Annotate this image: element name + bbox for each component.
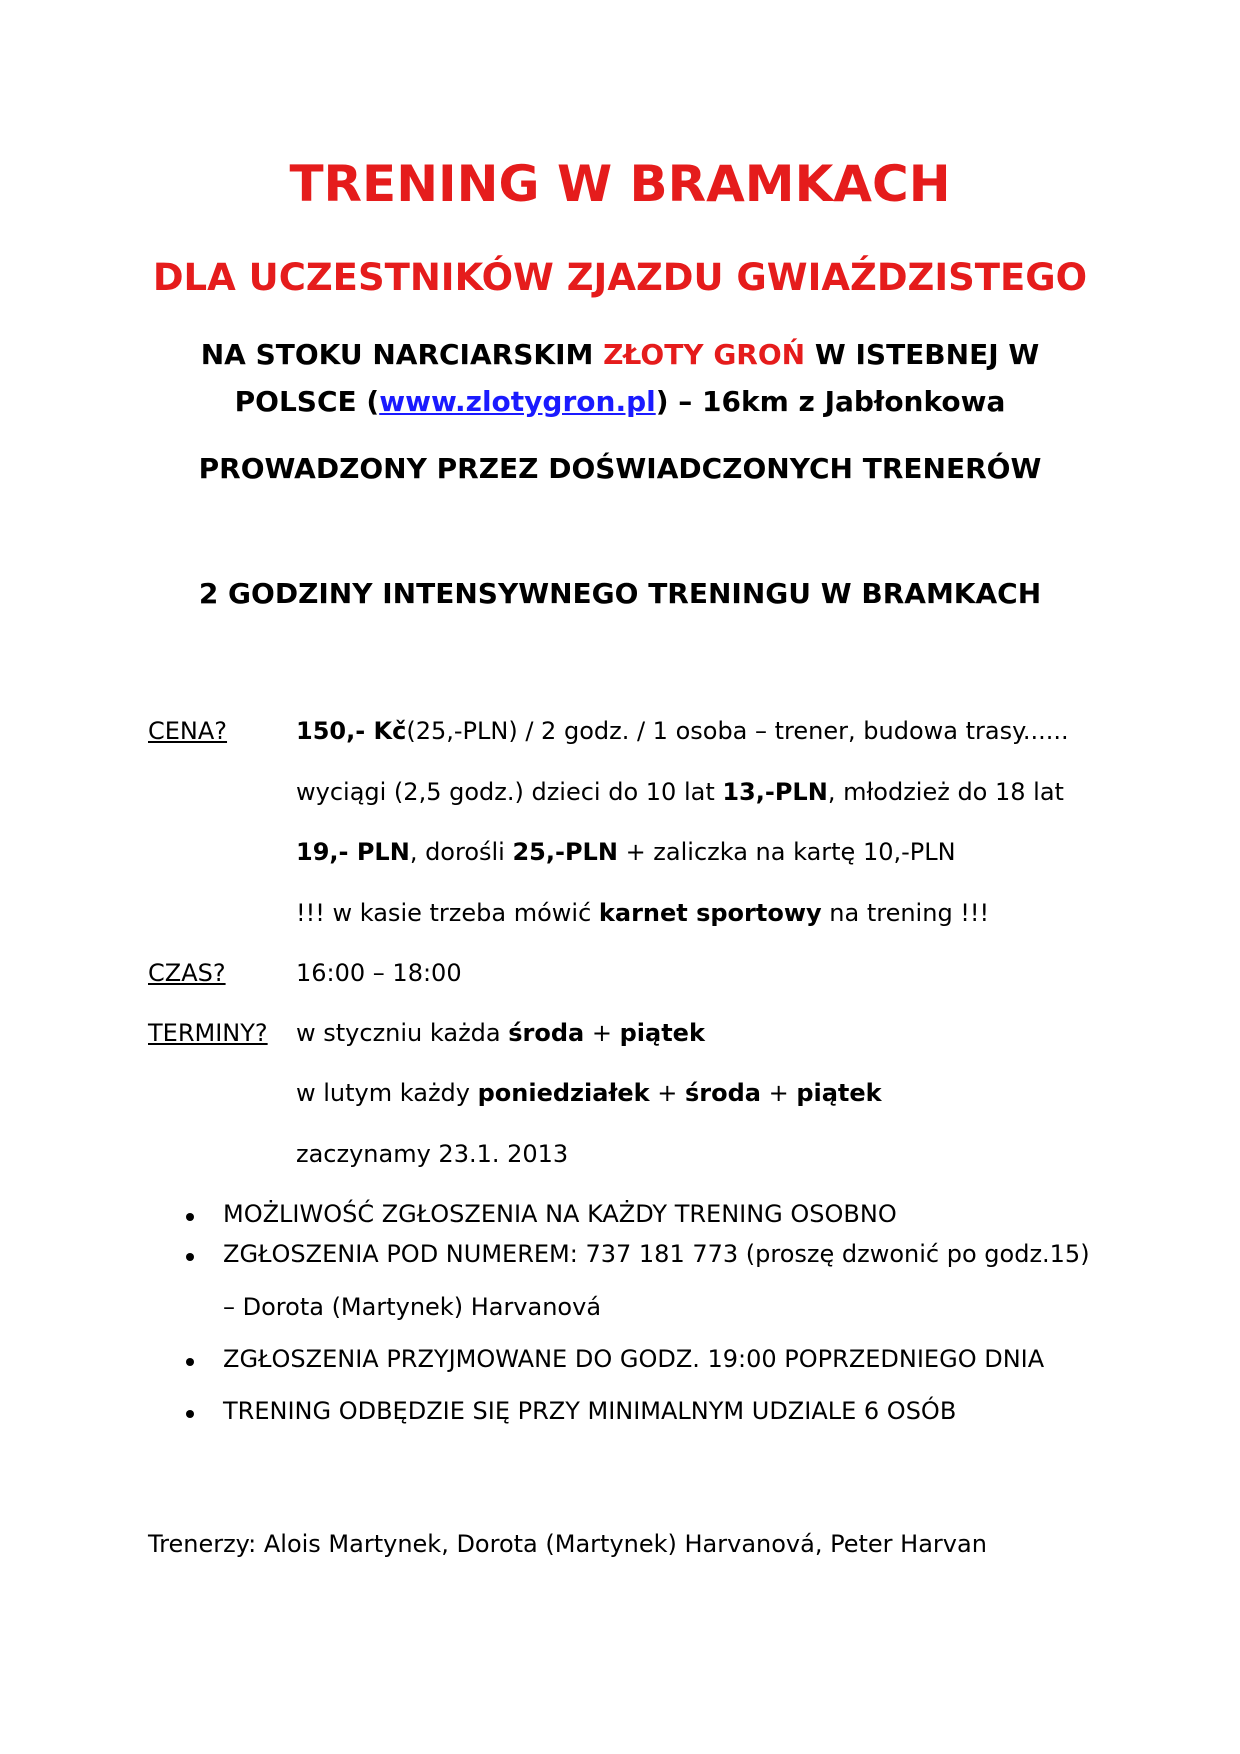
plus-sign: + xyxy=(584,1019,620,1047)
location-line-1 xyxy=(60,338,1180,371)
ticket-note-a: !!! w kasie trzeba mówić xyxy=(296,899,599,927)
february-text: w lutym każdy xyxy=(296,1079,478,1107)
price-value-4 xyxy=(296,899,989,927)
resort-name: ZŁOTY GROŃ xyxy=(603,338,806,371)
hours-heading: 2 GODZINY INTENSYWNEGO TRENINGU W BRAMKACH xyxy=(198,577,1042,610)
bullet-icon xyxy=(186,1358,194,1366)
resort-website-link[interactable]: www.zlotygron.pl xyxy=(379,385,656,418)
page-title: TRENING W BRAMKACH xyxy=(289,155,951,213)
lift-adults-text: , dorośli xyxy=(409,838,513,866)
bullet-icon xyxy=(186,1253,194,1261)
card-deposit-text: + zaliczka na kartę 10,-PLN xyxy=(617,838,956,866)
lift-children-price: 13,-PLN xyxy=(722,778,828,806)
january-day-1: środa xyxy=(508,1019,585,1047)
february-day-3: piątek xyxy=(796,1079,882,1107)
dates-label: TERMINY? xyxy=(148,1019,268,1047)
contact-name: – Dorota (Martynek) Harvanová xyxy=(223,1293,602,1321)
list-item-text: TRENING ODBĘDZIE SIĘ PRZY MINIMALNYM UDZIALE 6 OSÓB xyxy=(223,1397,957,1425)
location-text-b: W ISTEBNEJ W xyxy=(805,338,1040,371)
plus-sign: + xyxy=(649,1079,685,1107)
location-text-c: POLSCE ( xyxy=(234,385,380,418)
dates-february xyxy=(296,1079,882,1107)
price-label: CENA? xyxy=(148,717,228,745)
trainers-text: Trenerzy: Alois Martynek, Dorota (Martynek) Harvanová, Peter Harvan xyxy=(148,1530,987,1558)
plus-sign: + xyxy=(760,1079,797,1107)
bullet-icon xyxy=(186,1410,194,1418)
location-text-d: ) – 16km z Jabłonkowa xyxy=(655,385,1006,418)
start-date: zaczynamy 23.1. 2013 xyxy=(296,1140,569,1168)
price-value-1 xyxy=(296,717,1069,745)
page-subtitle: DLA UCZESTNIKÓW ZJAZDU GWIAŹDZISTEGO xyxy=(152,256,1088,299)
list-item-text: MOŻLIWOŚĆ ZGŁOSZENIA NA KAŻDY TRENING OSOBNO xyxy=(223,1200,897,1228)
location-text-a: NA STOKU NARCIARSKIM xyxy=(200,338,604,371)
lift-adults-price: 25,-PLN xyxy=(512,838,618,866)
price-value-3 xyxy=(296,838,956,866)
lift-children-text: wyciągi (2,5 godz.) dzieci do 10 lat xyxy=(296,778,723,806)
february-day-1: poniedziałek xyxy=(477,1079,650,1107)
price-details: (25,-PLN) / 2 godz. / 1 osoba – trener, budowa trasy...... xyxy=(406,717,1069,745)
january-text: w styczniu każda xyxy=(296,1019,509,1047)
lift-youth-price: 19,- PLN xyxy=(296,838,410,866)
time-value: 16:00 – 18:00 xyxy=(296,959,462,987)
list-item-text: ZGŁOSZENIA PRZYJMOWANE DO GODZ. 19:00 POPRZEDNIEGO DNIA xyxy=(223,1345,1045,1373)
february-day-2: środa xyxy=(684,1079,761,1107)
location-line-2 xyxy=(60,385,1180,418)
time-label: CZAS? xyxy=(148,959,226,987)
led-by-text: PROWADZONY PRZEZ DOŚWIADCZONYCH TRENERÓW xyxy=(198,452,1042,485)
price-value-2 xyxy=(296,778,1064,806)
price-czk: 150,- Kč xyxy=(296,717,407,745)
lift-youth-text: , młodzież do 18 lat xyxy=(827,778,1064,806)
ticket-type: karnet sportowy xyxy=(598,899,822,927)
dates-january xyxy=(296,1019,705,1047)
january-day-2: piątek xyxy=(619,1019,705,1047)
bullet-icon xyxy=(186,1213,194,1221)
ticket-note-b: na trening !!! xyxy=(821,899,990,927)
list-item-text: ZGŁOSZENIA POD NUMEREM: 737 181 773 (proszę dzwonić po godz.15) xyxy=(223,1240,1090,1268)
